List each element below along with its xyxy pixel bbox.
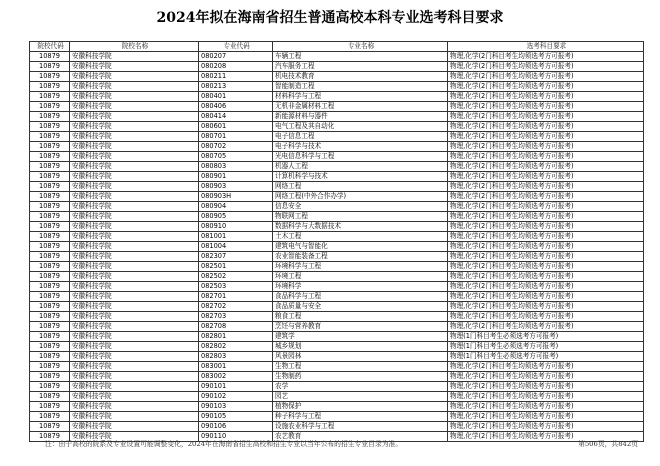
major-code-cell: 082501 xyxy=(199,262,273,272)
subject-requirement-cell: 物理,化学(2门科目考生均须选考方可报考) xyxy=(448,262,644,272)
school-code-cell: 10879 xyxy=(30,232,70,242)
major-name-cell: 种子科学与工程 xyxy=(273,412,448,422)
table-header-row xyxy=(30,42,644,52)
school-code-cell: 10879 xyxy=(30,252,70,262)
table-row xyxy=(30,72,644,82)
school-name-cell: 安徽科技学院 xyxy=(70,112,199,122)
subject-requirement-cell: 物理,化学(2门科目考生均须选考方可报考) xyxy=(448,142,644,152)
page-number: 第506页，共842页 xyxy=(578,440,638,448)
subject-requirement-cell: 物理,化学(2门科目考生均须选考方可报考) xyxy=(448,282,644,292)
major-name-cell: 汽车服务工程 xyxy=(273,62,448,72)
school-code-cell: 10879 xyxy=(30,132,70,142)
school-name-cell: 安徽科技学院 xyxy=(70,402,199,412)
major-code-cell: 090110 xyxy=(199,432,273,442)
major-code-cell: 082702 xyxy=(199,302,273,312)
major-code-cell: 080406 xyxy=(199,102,273,112)
major-code-cell: 082307 xyxy=(199,252,273,262)
table-row xyxy=(30,202,644,212)
header-subject-requirement: 选考科目要求 xyxy=(448,42,644,52)
school-name-cell: 安徽科技学院 xyxy=(70,342,199,352)
school-code-cell: 10879 xyxy=(30,192,70,202)
major-name-cell: 农学 xyxy=(273,382,448,392)
school-name-cell: 安徽科技学院 xyxy=(70,392,199,402)
school-name-cell: 安徽科技学院 xyxy=(70,332,199,342)
school-name-cell: 安徽科技学院 xyxy=(70,292,199,302)
major-name-cell: 食品科学与工程 xyxy=(273,292,448,302)
major-name-cell: 建筑电气与智能化 xyxy=(273,242,448,252)
school-code-cell: 10879 xyxy=(30,152,70,162)
school-name-cell: 安徽科技学院 xyxy=(70,92,199,102)
major-name-cell: 新能源材料与器件 xyxy=(273,112,448,122)
major-name-cell: 设施农业科学与工程 xyxy=(273,422,448,432)
school-name-cell: 安徽科技学院 xyxy=(70,362,199,372)
table-row xyxy=(30,182,644,192)
school-code-cell: 10879 xyxy=(30,362,70,372)
school-name-cell: 安徽科技学院 xyxy=(70,182,199,192)
major-code-cell: 090101 xyxy=(199,382,273,392)
subject-requirement-cell: 物理,化学(2门科目考生均须选考方可报考) xyxy=(448,292,644,302)
table-row xyxy=(30,132,644,142)
table-row xyxy=(30,172,644,182)
table-row xyxy=(30,92,644,102)
school-name-cell: 安徽科技学院 xyxy=(70,232,199,242)
school-name-cell: 安徽科技学院 xyxy=(70,422,199,432)
school-name-cell: 安徽科技学院 xyxy=(70,72,199,82)
school-name-cell: 安徽科技学院 xyxy=(70,282,199,292)
table-row xyxy=(30,162,644,172)
subject-requirement-cell: 物理,化学(2门科目考生均须选考方可报考) xyxy=(448,52,644,62)
school-code-cell: 10879 xyxy=(30,142,70,152)
school-code-cell: 10879 xyxy=(30,122,70,132)
table-row xyxy=(30,272,644,282)
major-name-cell: 园艺 xyxy=(273,392,448,402)
table-row xyxy=(30,232,644,242)
major-code-cell: 082503 xyxy=(199,282,273,292)
major-name-cell: 食品质量与安全 xyxy=(273,302,448,312)
school-code-cell: 10879 xyxy=(30,412,70,422)
subject-requirement-cell: 物理,化学(2门科目考生均须选考方可报考) xyxy=(448,392,644,402)
subject-requirement-cell: 物理,化学(2门科目考生均须选考方可报考) xyxy=(448,132,644,142)
school-code-cell: 10879 xyxy=(30,322,70,332)
school-code-cell: 10879 xyxy=(30,372,70,382)
major-name-cell: 车辆工程 xyxy=(273,52,448,62)
major-name-cell: 环境科学与工程 xyxy=(273,262,448,272)
table-row xyxy=(30,342,644,352)
subject-requirement-cell: 物理,化学(2门科目考生均须选考方可报考) xyxy=(448,122,644,132)
school-code-cell: 10879 xyxy=(30,282,70,292)
major-name-cell: 生物工程 xyxy=(273,362,448,372)
subject-requirement-cell: 物理,化学(2门科目考生均须选考方可报考) xyxy=(448,212,644,222)
school-name-cell: 安徽科技学院 xyxy=(70,122,199,132)
school-name-cell: 安徽科技学院 xyxy=(70,312,199,322)
major-code-cell: 082708 xyxy=(199,322,273,332)
major-code-cell: 082801 xyxy=(199,332,273,342)
school-code-cell: 10879 xyxy=(30,62,70,72)
major-name-cell: 土木工程 xyxy=(273,232,448,242)
table-row xyxy=(30,262,644,272)
school-name-cell: 安徽科技学院 xyxy=(70,52,199,62)
major-name-cell: 电气工程及其自动化 xyxy=(273,122,448,132)
major-name-cell: 机器人工程 xyxy=(273,162,448,172)
table-row xyxy=(30,242,644,252)
header-major-name: 专业名称 xyxy=(273,42,448,52)
header-school-code: 院校代码 xyxy=(30,42,70,52)
school-code-cell: 10879 xyxy=(30,162,70,172)
school-name-cell: 安徽科技学院 xyxy=(70,172,199,182)
school-name-cell: 安徽科技学院 xyxy=(70,302,199,312)
major-code-cell: 080211 xyxy=(199,72,273,82)
school-code-cell: 10879 xyxy=(30,332,70,342)
major-code-cell: 080910 xyxy=(199,222,273,232)
subject-requirement-cell: 物理,化学(2门科目考生均须选考方可报考) xyxy=(448,412,644,422)
table-row xyxy=(30,82,644,92)
school-code-cell: 10879 xyxy=(30,352,70,362)
school-code-cell: 10879 xyxy=(30,112,70,122)
table-row xyxy=(30,402,644,412)
subject-requirement-cell: 物理,化学(2门科目考生均须选考方可报考) xyxy=(448,192,644,202)
table-row xyxy=(30,322,644,332)
table-row xyxy=(30,302,644,312)
major-name-cell: 物联网工程 xyxy=(273,212,448,222)
table-row xyxy=(30,412,644,422)
major-name-cell: 农艺教育 xyxy=(273,432,448,442)
school-code-cell: 10879 xyxy=(30,172,70,182)
major-name-cell: 网络工程(中外合作办学) xyxy=(273,192,448,202)
table-row xyxy=(30,392,644,402)
table-body xyxy=(30,52,644,442)
subject-requirement-cell: 物理,化学(2门科目考生均须选考方可报考) xyxy=(448,222,644,232)
subject-requirement-cell: 物理,化学(2门科目考生均须选考方可报考) xyxy=(448,92,644,102)
table-row xyxy=(30,102,644,112)
major-code-cell: 080207 xyxy=(199,52,273,62)
major-code-cell: 090106 xyxy=(199,422,273,432)
table-row xyxy=(30,422,644,432)
major-code-cell: 082803 xyxy=(199,352,273,362)
major-name-cell: 数据科学与大数据技术 xyxy=(273,222,448,232)
subject-requirement-cell: 物理,化学(2门科目考生均须选考方可报考) xyxy=(448,432,644,442)
major-code-cell: 080208 xyxy=(199,62,273,72)
subject-requirement-cell: 物理,化学(2门科目考生均须选考方可报考) xyxy=(448,372,644,382)
table-row xyxy=(30,372,644,382)
table-row xyxy=(30,352,644,362)
major-code-cell: 080904 xyxy=(199,202,273,212)
table-row xyxy=(30,282,644,292)
table-row xyxy=(30,252,644,262)
major-code-cell: 080702 xyxy=(199,142,273,152)
school-code-cell: 10879 xyxy=(30,52,70,62)
major-code-cell: 080803 xyxy=(199,162,273,172)
table-row xyxy=(30,292,644,302)
subject-requirement-cell: 物理,化学(2门科目考生均须选考方可报考) xyxy=(448,242,644,252)
major-code-cell: 083002 xyxy=(199,372,273,382)
major-code-cell: 083001 xyxy=(199,362,273,372)
table-row xyxy=(30,332,644,342)
table-row xyxy=(30,122,644,132)
school-name-cell: 安徽科技学院 xyxy=(70,82,199,92)
subject-requirement-cell: 物理,化学(2门科目考生均须选考方可报考) xyxy=(448,172,644,182)
major-code-cell: 080701 xyxy=(199,132,273,142)
school-code-cell: 10879 xyxy=(30,222,70,232)
major-name-cell: 风景园林 xyxy=(273,352,448,362)
subject-requirement-cell: 物理,化学(2门科目考生均须选考方可报考) xyxy=(448,402,644,412)
school-code-cell: 10879 xyxy=(30,202,70,212)
major-name-cell: 植物保护 xyxy=(273,402,448,412)
school-name-cell: 安徽科技学院 xyxy=(70,272,199,282)
major-code-cell: 090105 xyxy=(199,412,273,422)
table-row xyxy=(30,142,644,152)
footer-note: 注：由于高校的院系及专业设置可能调整变化，2024年在海南省招生高校和招生专业以当年公布的招生专业目录为准。 xyxy=(45,440,403,448)
school-name-cell: 安徽科技学院 xyxy=(70,222,199,232)
page-footer xyxy=(0,436,660,450)
major-name-cell: 生物制药 xyxy=(273,372,448,382)
table-row xyxy=(30,312,644,322)
table-row xyxy=(30,192,644,202)
school-name-cell: 安徽科技学院 xyxy=(70,142,199,152)
major-code-cell: 080213 xyxy=(199,82,273,92)
major-code-cell: 082701 xyxy=(199,292,273,302)
table-row xyxy=(30,152,644,162)
major-name-cell: 城乡规划 xyxy=(273,342,448,352)
major-code-cell: 080905 xyxy=(199,212,273,222)
subject-requirement-cell: 物理,化学(2门科目考生均须选考方可报考) xyxy=(448,202,644,212)
major-name-cell: 智能制造工程 xyxy=(273,82,448,92)
school-code-cell: 10879 xyxy=(30,432,70,442)
subject-requirement-cell: 物理,化学(2门科目考生均须选考方可报考) xyxy=(448,382,644,392)
school-code-cell: 10879 xyxy=(30,302,70,312)
table-row xyxy=(30,212,644,222)
school-code-cell: 10879 xyxy=(30,382,70,392)
major-code-cell: 080901 xyxy=(199,172,273,182)
table-row xyxy=(30,52,644,62)
school-code-cell: 10879 xyxy=(30,212,70,222)
school-name-cell: 安徽科技学院 xyxy=(70,432,199,442)
school-code-cell: 10879 xyxy=(30,402,70,412)
subject-requirement-cell: 物理,化学(2门科目考生均须选考方可报考) xyxy=(448,252,644,262)
school-code-cell: 10879 xyxy=(30,422,70,432)
major-code-cell: 080903 xyxy=(199,182,273,192)
major-code-cell: 080414 xyxy=(199,112,273,122)
school-code-cell: 10879 xyxy=(30,342,70,352)
subject-requirement-cell: 物理,化学(2门科目考生均须选考方可报考) xyxy=(448,62,644,72)
school-name-cell: 安徽科技学院 xyxy=(70,152,199,162)
major-name-cell: 计算机科学与技术 xyxy=(273,172,448,182)
subject-requirement-cell: 物理,化学(2门科目考生均须选考方可报考) xyxy=(448,362,644,372)
major-name-cell: 建筑学 xyxy=(273,332,448,342)
school-code-cell: 10879 xyxy=(30,262,70,272)
header-school-name: 院校名称 xyxy=(70,42,199,52)
major-code-cell: 080401 xyxy=(199,92,273,102)
major-name-cell: 信息安全 xyxy=(273,202,448,212)
subject-requirement-cell: 物理,化学(2门科目考生均须选考方可报考) xyxy=(448,72,644,82)
major-name-cell: 机电技术教育 xyxy=(273,72,448,82)
subject-requirement-cell: 物理(1门科目考生必须选考方可报考) xyxy=(448,352,644,362)
subject-requirement-cell: 物理,化学(2门科目考生均须选考方可报考) xyxy=(448,232,644,242)
school-name-cell: 安徽科技学院 xyxy=(70,242,199,252)
major-code-cell: 082703 xyxy=(199,312,273,322)
subject-requirement-cell: 物理,化学(2门科目考生均须选考方可报考) xyxy=(448,312,644,322)
school-name-cell: 安徽科技学院 xyxy=(70,102,199,112)
school-name-cell: 安徽科技学院 xyxy=(70,372,199,382)
major-code-cell: 081001 xyxy=(199,232,273,242)
school-code-cell: 10879 xyxy=(30,82,70,92)
school-code-cell: 10879 xyxy=(30,102,70,112)
table-row xyxy=(30,62,644,72)
subject-requirement-cell: 物理,化学(2门科目考生均须选考方可报考) xyxy=(448,82,644,92)
school-name-cell: 安徽科技学院 xyxy=(70,192,199,202)
requirements-table xyxy=(29,41,644,442)
major-code-cell: 081004 xyxy=(199,242,273,252)
school-code-cell: 10879 xyxy=(30,92,70,102)
school-name-cell: 安徽科技学院 xyxy=(70,262,199,272)
school-name-cell: 安徽科技学院 xyxy=(70,162,199,172)
school-name-cell: 安徽科技学院 xyxy=(70,212,199,222)
school-code-cell: 10879 xyxy=(30,72,70,82)
subject-requirement-cell: 物理,化学(2门科目考生均须选考方可报考) xyxy=(448,272,644,282)
major-name-cell: 材料科学与工程 xyxy=(273,92,448,102)
school-name-cell: 安徽科技学院 xyxy=(70,132,199,142)
subject-requirement-cell: 物理,化学(2门科目考生均须选考方可报考) xyxy=(448,182,644,192)
major-name-cell: 环境科学 xyxy=(273,282,448,292)
major-name-cell: 环境工程 xyxy=(273,272,448,282)
major-code-cell: 082802 xyxy=(199,342,273,352)
table-row xyxy=(30,362,644,372)
school-code-cell: 10879 xyxy=(30,312,70,322)
school-code-cell: 10879 xyxy=(30,182,70,192)
school-name-cell: 安徽科技学院 xyxy=(70,412,199,422)
subject-requirement-cell: 物理,化学(2门科目考生均须选考方可报考) xyxy=(448,422,644,432)
school-name-cell: 安徽科技学院 xyxy=(70,202,199,212)
page-title: 2024年拟在海南省招生普通高校本科专业选考科目要求 xyxy=(156,10,504,26)
subject-requirement-cell: 物理,化学(2门科目考生均须选考方可报考) xyxy=(448,102,644,112)
major-code-cell: 082502 xyxy=(199,272,273,282)
subject-requirement-cell: 物理,化学(2门科目考生均须选考方可报考) xyxy=(448,152,644,162)
header-major-code: 专业代码 xyxy=(199,42,273,52)
major-name-cell: 电子科学与技术 xyxy=(273,142,448,152)
school-name-cell: 安徽科技学院 xyxy=(70,62,199,72)
major-code-cell: 080601 xyxy=(199,122,273,132)
school-name-cell: 安徽科技学院 xyxy=(70,322,199,332)
school-name-cell: 安徽科技学院 xyxy=(70,382,199,392)
subject-requirement-cell: 物理(1门科目考生必须选考方可报考) xyxy=(448,342,644,352)
major-name-cell: 农业智能装备工程 xyxy=(273,252,448,262)
major-code-cell: 080903H xyxy=(199,192,273,202)
subject-requirement-cell: 物理(1门科目考生必须选考方可报考) xyxy=(448,332,644,342)
major-name-cell: 粮食工程 xyxy=(273,312,448,322)
school-code-cell: 10879 xyxy=(30,242,70,252)
major-code-cell: 090102 xyxy=(199,392,273,402)
major-code-cell: 090103 xyxy=(199,402,273,412)
table-row xyxy=(30,112,644,122)
major-name-cell: 无机非金属材料工程 xyxy=(273,102,448,112)
school-code-cell: 10879 xyxy=(30,272,70,282)
subject-requirement-cell: 物理,化学(2门科目考生均须选考方可报考) xyxy=(448,322,644,332)
table-row xyxy=(30,222,644,232)
major-code-cell: 080705 xyxy=(199,152,273,162)
major-name-cell: 光电信息科学与工程 xyxy=(273,152,448,162)
subject-requirement-cell: 物理,化学(2门科目考生均须选考方可报考) xyxy=(448,302,644,312)
school-code-cell: 10879 xyxy=(30,292,70,302)
table-row xyxy=(30,382,644,392)
major-name-cell: 电子信息工程 xyxy=(273,132,448,142)
major-name-cell: 网络工程 xyxy=(273,182,448,192)
subject-requirement-cell: 物理,化学(2门科目考生均须选考方可报考) xyxy=(448,112,644,122)
school-name-cell: 安徽科技学院 xyxy=(70,352,199,362)
school-name-cell: 安徽科技学院 xyxy=(70,252,199,262)
subject-requirement-cell: 物理,化学(2门科目考生均须选考方可报考) xyxy=(448,162,644,172)
major-name-cell: 烹饪与营养教育 xyxy=(273,322,448,332)
school-code-cell: 10879 xyxy=(30,392,70,402)
